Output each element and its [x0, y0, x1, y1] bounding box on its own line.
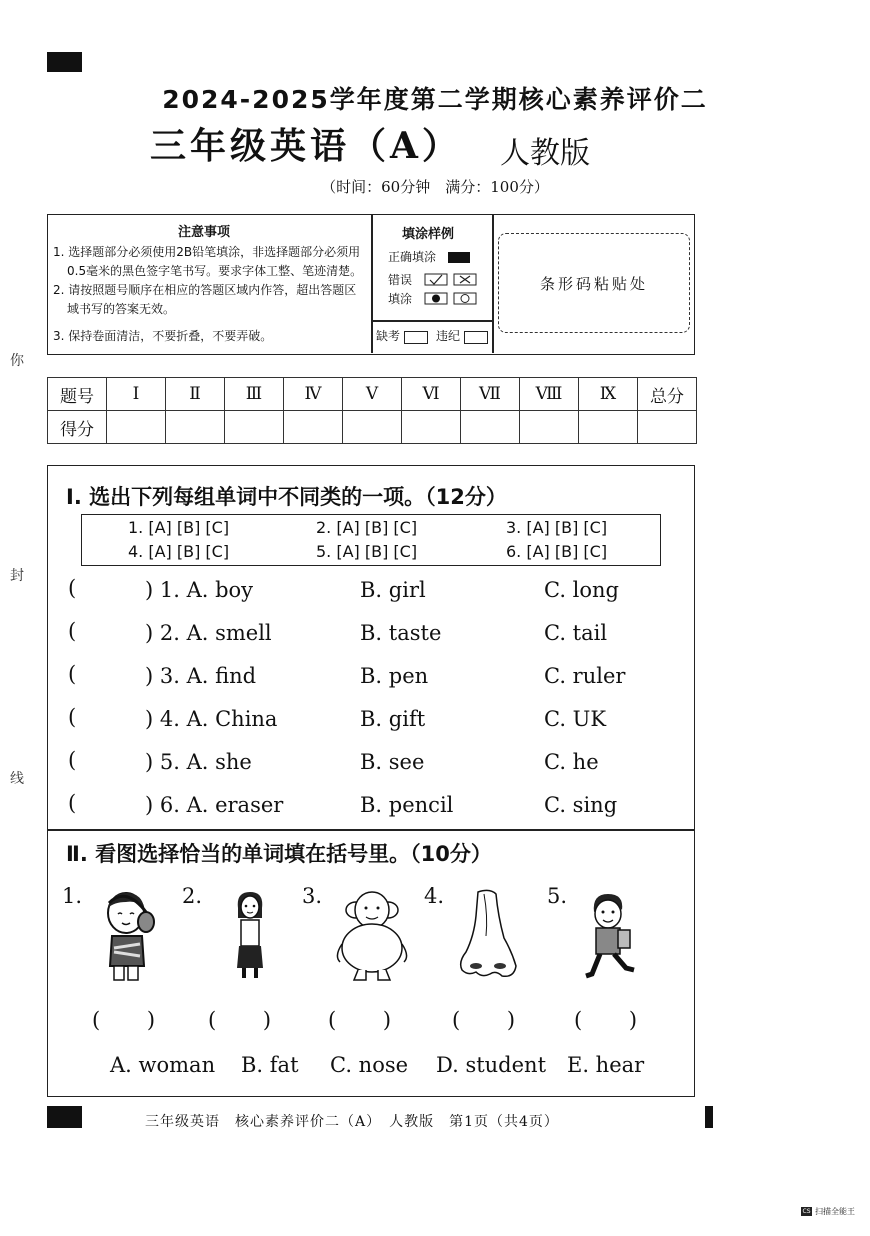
- score-table: [47, 377, 697, 444]
- bubble-options[interactable]: [A] [B] [C]: [148, 518, 230, 537]
- binding-mark: 线: [10, 771, 24, 787]
- score-table-col: Ⅳ: [284, 378, 343, 411]
- notice-line: 3. 保持卷面清洁，不要折叠，不要弄破。: [53, 329, 273, 343]
- score-cell[interactable]: [107, 411, 166, 444]
- score-table-col: Ⅷ: [520, 378, 579, 411]
- bubble-row[interactable]: [128, 518, 229, 537]
- answer-paren-open[interactable]: (: [68, 748, 77, 772]
- divider: [371, 215, 373, 353]
- divider: [371, 320, 492, 322]
- scanner-logo-icon: CS: [802, 1208, 811, 1215]
- bubble-options[interactable]: [A] [B] [C]: [336, 518, 418, 537]
- woman-illustration: [230, 888, 270, 983]
- barcode-label: 条形码粘贴处: [539, 275, 648, 293]
- score-table-col: Ⅱ: [166, 378, 225, 411]
- question-option-b: B. taste: [360, 621, 442, 645]
- notice-box: [47, 214, 695, 355]
- question-option-b: B. see: [360, 750, 425, 774]
- bubble-options[interactable]: [A] [B] [C]: [148, 542, 230, 561]
- score-table-col: 总分: [638, 378, 697, 411]
- bubble-num: 1.: [128, 518, 144, 537]
- score-table-col: Ⅰ: [107, 378, 166, 411]
- bubble-row[interactable]: [128, 542, 229, 561]
- question-option-b: B. girl: [360, 578, 426, 602]
- bubble-num: 5.: [316, 542, 332, 561]
- score-table-row-label: 得分: [48, 411, 107, 444]
- score-cell[interactable]: [402, 411, 461, 444]
- notice-line: 1. 选择题部分必须使用2B铅笔填涂，非选择题部分必须用: [53, 245, 361, 259]
- score-cell[interactable]: [520, 411, 579, 444]
- violation-box[interactable]: [464, 331, 488, 344]
- question-option-c: C. tail: [544, 621, 608, 645]
- score-cell[interactable]: [461, 411, 520, 444]
- picture-number: 3.: [302, 884, 323, 908]
- answer-paren-pair[interactable]: ( ): [328, 1008, 392, 1032]
- bubble-row[interactable]: [316, 542, 417, 561]
- word-option: C. nose: [330, 1053, 409, 1077]
- picture-number: 2.: [182, 884, 203, 908]
- score-table-header-row: [48, 378, 697, 411]
- answer-paren-open[interactable]: (: [68, 619, 77, 643]
- score-cell[interactable]: [343, 411, 402, 444]
- score-table-col: Ⅴ: [343, 378, 402, 411]
- word-option: E. hear: [567, 1053, 645, 1077]
- score-table-col: Ⅵ: [402, 378, 461, 411]
- question-option-a: ) 6. A. eraser: [145, 793, 284, 817]
- binding-mark: 封: [10, 568, 24, 584]
- fill-wrong-label: 错误: [388, 273, 413, 287]
- question-option-a: ) 3. A. find: [145, 664, 257, 688]
- scanner-watermark: [801, 1206, 855, 1217]
- question-option-b: B. gift: [360, 707, 426, 731]
- notice-line: 0.5毫米的黑色签字笔书写。要求字体工整、笔迹清楚。: [67, 264, 363, 278]
- score-table-col: Ⅸ: [579, 378, 638, 411]
- bubble-num: 4.: [128, 542, 144, 561]
- answer-bubble-grid: [81, 514, 661, 566]
- absent-label: 缺考: [376, 329, 401, 343]
- boy-with-headphones-illustration: [100, 888, 160, 983]
- bubble-num: 2.: [316, 518, 332, 537]
- answer-paren-pair[interactable]: ( ): [92, 1008, 156, 1032]
- exam-title: 2024-2025学年度第二学期核心素养评价二: [162, 85, 708, 114]
- bubble-options[interactable]: [A] [B] [C]: [526, 518, 608, 537]
- fill-wrong-samples: [424, 271, 484, 311]
- answer-paren-open[interactable]: (: [68, 576, 77, 600]
- registration-mark-bottom-left: [47, 1106, 82, 1128]
- bubble-row[interactable]: [316, 518, 417, 537]
- fat-figure-illustration: [332, 886, 412, 984]
- notice-line: 2. 请按照题号顺序在相应的答题区域内作答，超出答题区: [53, 283, 357, 297]
- nose-illustration: [454, 886, 524, 984]
- student-illustration: [584, 890, 644, 985]
- fill-sample-heading: 填涂样例: [402, 227, 455, 242]
- picture-number: 5.: [547, 884, 568, 908]
- score-cell[interactable]: [579, 411, 638, 444]
- word-option: A. woman: [110, 1053, 216, 1077]
- section-1-title: Ⅰ. 选出下列每组单词中不同类的一项。（12分）: [66, 485, 507, 509]
- registration-mark-bottom-right: [705, 1106, 713, 1128]
- notice-line: 域书写的答案无效。: [67, 302, 176, 316]
- score-cell[interactable]: [284, 411, 343, 444]
- score-cell[interactable]: [166, 411, 225, 444]
- answer-paren-open[interactable]: (: [68, 705, 77, 729]
- question-option-c: C. sing: [544, 793, 618, 817]
- question-option-a: ) 1. A. boy: [145, 578, 254, 602]
- picture-number: 4.: [424, 884, 445, 908]
- binding-mark: 你: [10, 353, 24, 369]
- page-footer: 三年级英语 核心素养评价二（A） 人教版 第1页（共4页）: [145, 1114, 559, 1130]
- fill-correct-sample: [448, 252, 470, 263]
- answer-paren-pair[interactable]: ( ): [574, 1008, 638, 1032]
- score-table-score-row: [48, 411, 697, 444]
- question-option-b: B. pen: [360, 664, 429, 688]
- score-table-col: Ⅲ: [225, 378, 284, 411]
- question-option-a: ) 5. A. she: [145, 750, 252, 774]
- bubble-row[interactable]: [506, 542, 607, 561]
- answer-paren-pair[interactable]: ( ): [208, 1008, 272, 1032]
- question-option-b: B. pencil: [360, 793, 454, 817]
- exam-subtitle: 三年级英语（A）: [150, 125, 462, 167]
- exam-time-info: （时间：60分钟 满分：100分）: [321, 178, 549, 196]
- bubble-row[interactable]: [506, 518, 607, 537]
- question-option-c: C. UK: [544, 707, 607, 731]
- bubble-options[interactable]: [A] [B] [C]: [526, 542, 608, 561]
- score-table-col: Ⅶ: [461, 378, 520, 411]
- score-table-row-label: 题号: [48, 378, 107, 411]
- divider: [492, 215, 494, 353]
- picture-number: 1.: [62, 884, 83, 908]
- bubble-options[interactable]: [A] [B] [C]: [336, 542, 418, 561]
- exam-edition: 人教版: [500, 136, 590, 171]
- fill-wrong-label-2: 填涂: [388, 292, 413, 306]
- answer-paren-open[interactable]: (: [68, 791, 77, 815]
- question-option-a: ) 2. A. smell: [145, 621, 272, 645]
- question-option-c: C. ruler: [544, 664, 626, 688]
- fill-correct-label: 正确填涂: [388, 250, 437, 264]
- registration-mark-top-left: [47, 52, 82, 72]
- word-option: D. student: [436, 1053, 547, 1077]
- violation-label: 违纪: [436, 329, 461, 343]
- answer-paren-pair[interactable]: ( ): [452, 1008, 516, 1032]
- absent-box[interactable]: [404, 331, 428, 344]
- section-divider: [47, 829, 695, 831]
- score-cell[interactable]: [638, 411, 697, 444]
- score-cell[interactable]: [225, 411, 284, 444]
- scanner-brand: 扫描全能王: [815, 1207, 855, 1216]
- bubble-num: 3.: [506, 518, 522, 537]
- question-option-c: C. long: [544, 578, 619, 602]
- bubble-num: 6.: [506, 542, 522, 561]
- question-option-a: ) 4. A. China: [145, 707, 278, 731]
- word-option: B. fat: [241, 1053, 299, 1077]
- question-option-c: C. he: [544, 750, 599, 774]
- notice-heading: 注意事项: [178, 225, 231, 240]
- notice-text: [53, 243, 373, 346]
- answer-paren-open[interactable]: (: [68, 662, 77, 686]
- section-2-title: Ⅱ. 看图选择恰当的单词填在括号里。（10分）: [66, 842, 492, 866]
